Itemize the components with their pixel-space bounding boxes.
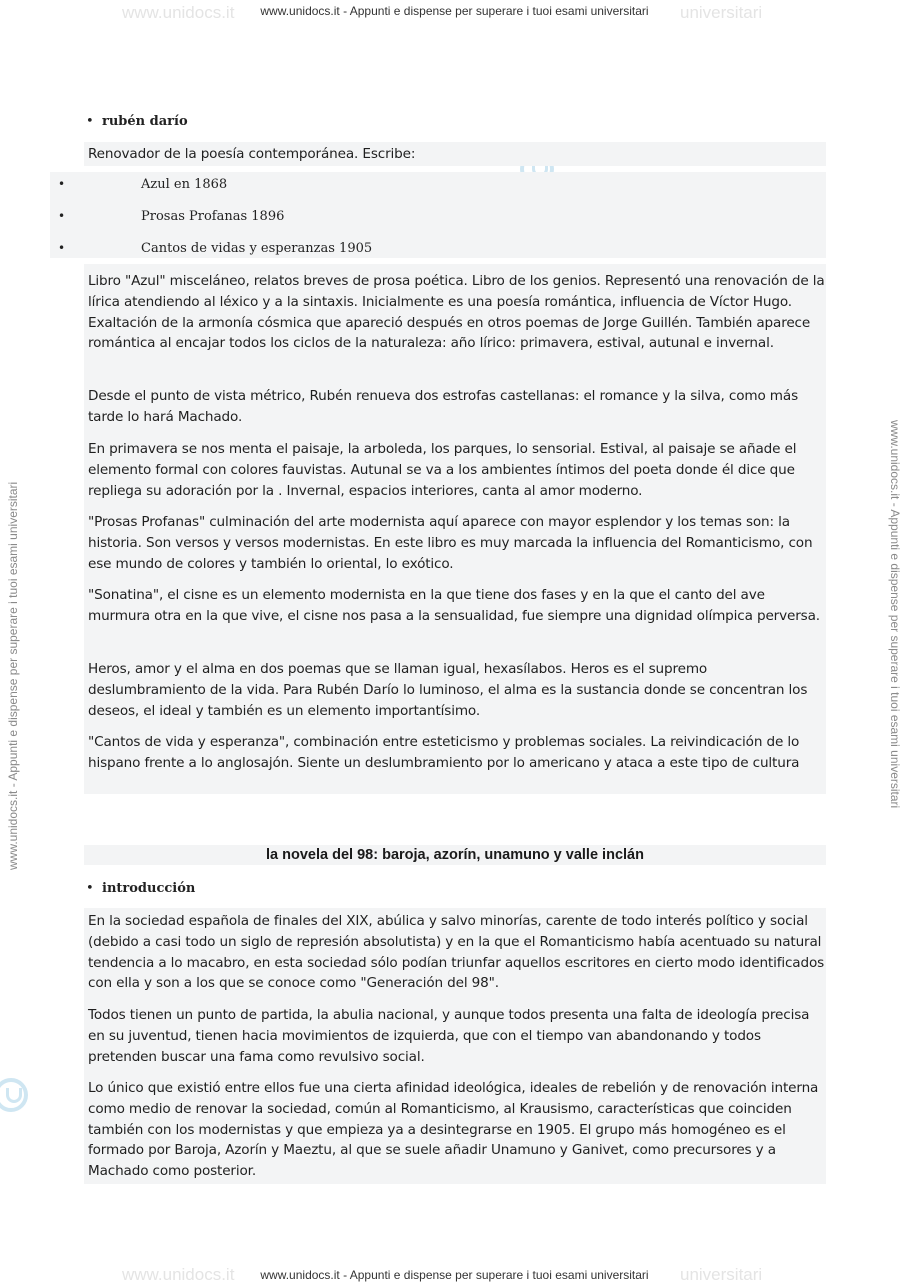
paragraph: En primavera se nos menta el paisaje, la arboleda, los parques, lo sensorial. Estival, al paisaje se añade el elemento formal con colores fauvistas. Autunal se va a los ambientes íntimos del poeta donde él dice que repliega su adoración por la . Invernal, espacios interiores, canta al amor moderno. xyxy=(88,441,797,499)
watermark-side-right: www.unidocs.it - Appunti e dispense per superare i tuoi esami universitari xyxy=(888,420,902,809)
paragraph: Todos tienen un punto de partida, la abulia nacional, y aunque todos presenta una falta de ideología precisa en su juventud, tienen hacia movimientos de izquierda, que con el tiempo van abandonando y todos pretenden buscar una fama como revulsivo social. xyxy=(88,1007,810,1065)
list-item xyxy=(0,177,826,197)
intro-paragraph: Renovador de la poesía contemporánea. Escribe: xyxy=(88,146,416,162)
paragraph: Desde el punto de vista métrico, Rubén renueva dos estrofas castellanas: el romance y la silva, como más tarde lo hará Machado. xyxy=(88,388,798,425)
section-heading-introduccion xyxy=(86,881,195,896)
bullet-icon: • xyxy=(86,114,94,129)
list-item-text: Azul en 1868 xyxy=(141,177,228,192)
watermark-top-banner: www.unidocs.it - Appunti e dispense per superare i tuoi esami universitari xyxy=(260,4,649,18)
paragraph: "Sonatina", el cisne es un elemento modernista en la que tiene dos fases y en la que el canto del ave murmura otra en la que vive, el cisne nos pasa a la sensualidad, fue siempre una dignidad olímpica perversa. xyxy=(88,587,820,624)
heading-text: rubén darío xyxy=(102,114,188,129)
paragraph: "Cantos de vida y esperanza", combinación entre esteticismo y problemas sociales. La reivindicación de lo hispano frente a lo anglosajón. Siente un deslumbramiento por lo americano y ataca a este tipo de cultura xyxy=(88,734,800,771)
watermark-bottom-banner: www.unidocs.it - Appunti e dispense per superare i tuoi esami universitari xyxy=(260,1268,649,1282)
list-item-text: Cantos de vidas y esperanzas 1905 xyxy=(141,241,373,256)
watermark-ghost-right: universitari xyxy=(680,3,763,22)
watermark-ghost-right-bottom: universitari xyxy=(680,1265,763,1284)
bullet-icon: • xyxy=(58,209,66,223)
paragraph: Heros, amor y el alma en dos poemas que se llaman igual, hexasílabos. Heros es el supremo deslumbramiento de la vida. Para Rubén Darío lo luminoso, el alma es la sustancia donde se concentran los deseos, el ideal y también es un elemento importantísimo. xyxy=(88,661,808,719)
paragraph: Lo único que existió entre ellos fue una cierta afinidad ideológica, ideales de rebelión y de renovación interna como medio de renovar la sociedad, común al Romanticismo, al Krausismo, características que coinciden también con los modernistas y que empieza ya a desintegrarse en 1905. El grupo más homogéneo es el formado por Baroja, Azorín y Maeztu, al que se suele añadir Unamuno y Ganivet, como precursores y a Machado como posterior. xyxy=(88,1080,819,1180)
watermark-ghost-left-bottom: www.unidocs.it xyxy=(122,1265,235,1284)
heading-text: introducción xyxy=(102,881,196,896)
bullet-icon: • xyxy=(58,177,66,191)
paragraph: Libro "Azul" misceláneo, relatos breves de prosa poética. Libro de los genios. Representó una renovación de la lírica atendiendo al léxico y a la sintaxis. Inicialmente es una poesía romántica, influencia de Víctor Hugo. Exaltación de la armonía cósmica que apareció después en otros poemas de Jorge Guillén. También aparece romántica al encajar todos los ciclos de la naturaleza: año lírico: primavera, estival, autunal e invernal. xyxy=(88,273,825,352)
list-item-text: Prosas Profanas 1896 xyxy=(141,209,285,224)
watermark-logo-icon xyxy=(0,1078,28,1112)
section-heading-ruben-dario xyxy=(86,114,188,129)
paragraph: "Prosas Profanas" culminación del arte modernista aquí aparece con mayor esplendor y los temas son: la historia. Son versos y versos modernistas. En este libro es muy marcada la influencia del Romanticismo, con ese mundo de colores y también lo oriental, lo exótico. xyxy=(88,514,813,572)
watermark-side-left: www.unidocs.it - Appunti e dispense per superare i tuoi esami universitari xyxy=(6,481,20,870)
bullet-icon: • xyxy=(58,241,66,255)
paragraph: En la sociedad española de finales del XIX, abúlica y salvo minorías, carente de todo interés político y social (debido a casi todo un siglo de represión absolutista) y en la que el Romanticismo había acentuado su natural tendencia a lo macabro, en esta sociedad sólo podían triunfar aquellos escritores en cierto modo identificados con ella y son a los que se conoce como "Generación del 98". xyxy=(88,913,825,992)
list-item xyxy=(0,241,826,261)
list-item xyxy=(0,209,826,229)
bullet-icon: • xyxy=(86,881,94,896)
section-title: la novela del 98: baroja, azorín, unamuno y valle inclán xyxy=(84,845,826,865)
watermark-ghost-left: www.unidocs.it xyxy=(122,3,235,22)
